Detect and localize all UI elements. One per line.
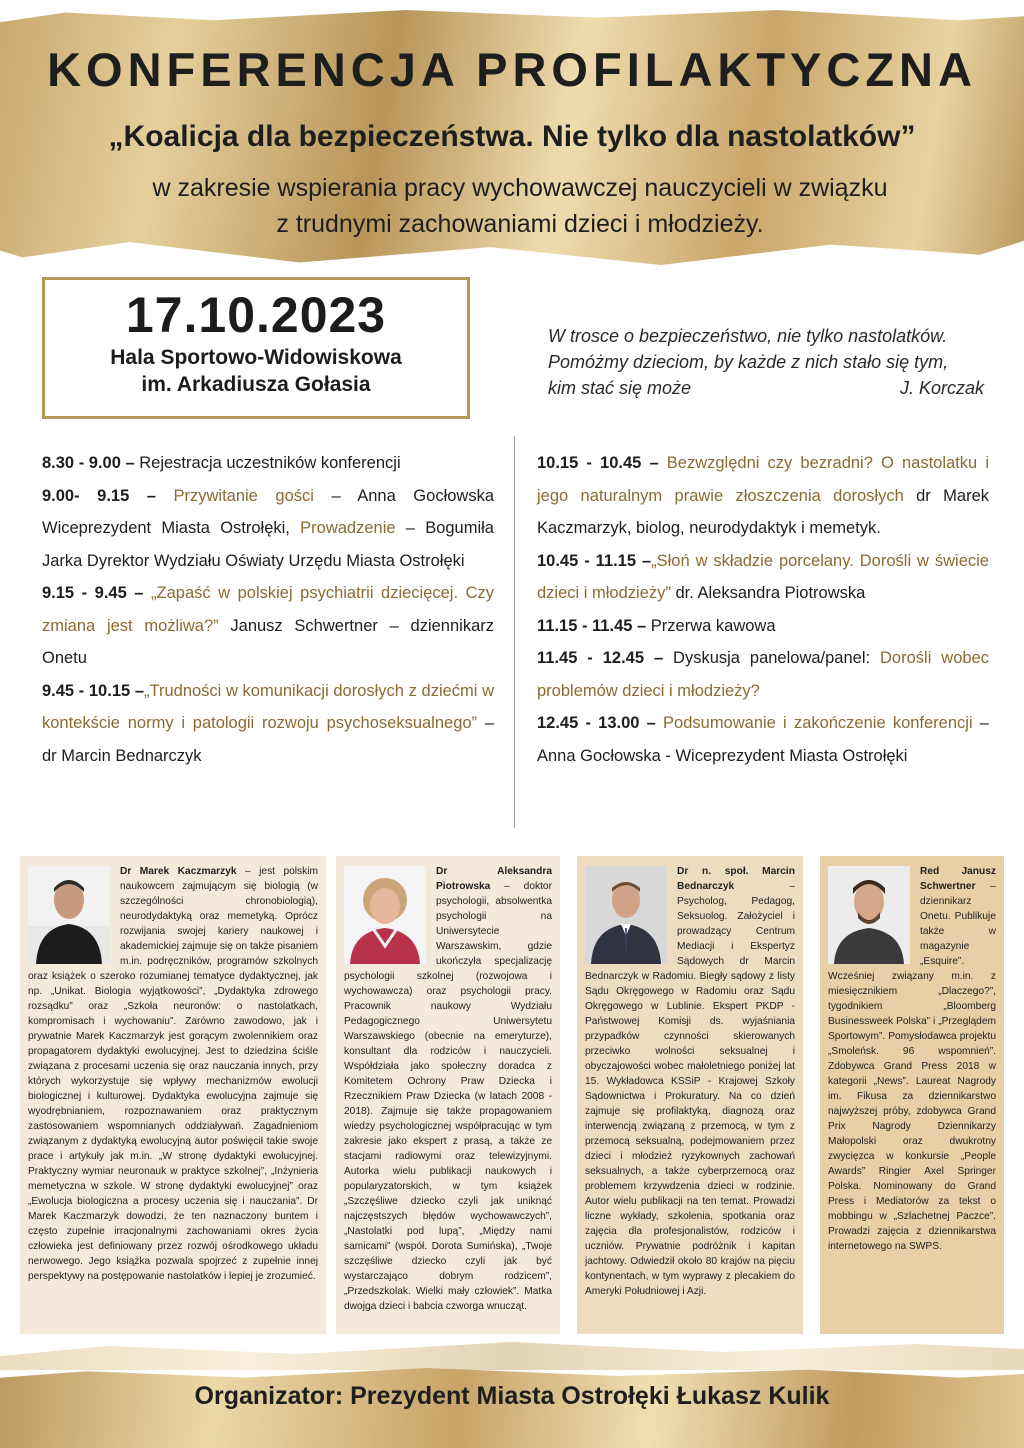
schedule-left-column — [42, 447, 494, 772]
venue-line-1: Hala Sportowo-Widowiskowa — [110, 346, 402, 369]
schedule-sep: – — [120, 454, 140, 472]
schedule-title: Bezwzględni czy bezradni? O nastolatku i jego naturalnym prawie złoszczenia dorosłych — [537, 454, 989, 505]
schedule-sep: – — [639, 714, 664, 732]
speaker-bios — [20, 856, 1004, 1334]
schedule-sep: – — [126, 584, 152, 602]
schedule-title: „Słoń w składzie porcelany. Dorośli w świecie dzieci i młodzieży” — [537, 551, 989, 602]
schedule-time: 9.00- 9.15 — [42, 486, 130, 505]
schedule-item — [537, 610, 989, 643]
conference-title: KONFERENCJA PROFILAKTYCZNA — [47, 43, 977, 96]
schedule-sep: – — [632, 616, 651, 635]
schedule-text: – Anna Gocłowska - Wiceprezydent Miasta Ostrołęki — [537, 714, 989, 765]
schedule-sep: – — [129, 486, 174, 505]
schedule-text: Przerwa kawowa — [650, 616, 776, 635]
speaker-photo — [585, 866, 667, 964]
schedule-divider — [514, 436, 515, 828]
schedule-sep: – — [636, 551, 652, 570]
schedule-right-column — [537, 447, 989, 772]
speaker-photo — [344, 866, 426, 964]
schedule-item — [42, 447, 494, 480]
bio-name: Dr Marek Kaczmarzyk — [120, 866, 237, 877]
schedule-title-2: Dorośli wobec problemów dzieci i młodzieży? — [537, 649, 989, 700]
quote-line-2: Pomóżmy dzieciom, by każde z nich stało się tym, — [548, 352, 949, 372]
bio-text: – doktor psychologii, absolwentka psychologii na Uniwersytecie Warszawskim, gdzie ukończyła specjalizację psychologii szkolnej (rozwojowa i wychowawcza) oraz psychologii pracy. Pracownik naukowy Wydziału Pedagogicznego Uniwersytetu Warszawskiego (obecnie na emeryturze), konsultant dla rodziców i nauczycieli. Współdziała jako społeczny doradca z Komitetem Ochrony Praw Dziecka i Rzecznikiem Praw Dziecka (w latach 2008 - 2018). Zajmuje się także propagowaniem wiedzy psychologicznej współpracując w tym zakresie jako ekspert z prasą, a także ze stacjami radiowymi oraz telewizyjnymi. Autorka wielu publikacji naukowych i popularyzatorskich, w tym książek „Szczęśliwe dziecko czyli jak uniknąć najczęstszych błędów wychowawczych”, „Nastolatki pod lupą”, „Między nami samicami” (współ. Dorota Sumińska), „Twoje szczęśliwe dziecko czyli jak być wystarczająco dobrym rodzicem”, „Przedszkolak. Wielki mały człowiek”. Matka dwojga dzieci i babcia czworga wnucząt. — [344, 881, 552, 1312]
schedule-time: 11.45 - 12.45 — [537, 649, 645, 667]
schedule-text: Dyskusja panelowa/panel: — [673, 649, 881, 667]
speaker-photo — [28, 866, 110, 964]
bio-card-schwertner — [820, 856, 1004, 1334]
bio-card-bednarczyk — [577, 856, 803, 1334]
schedule-title: Podsumowanie i zakończenie konferencji — [663, 714, 973, 732]
schedule-text-2: – Bogumiła Jarka Dyrektor Wydziału Oświaty Urzędu Miasta Ostrołęki — [42, 519, 494, 570]
speaker-photo — [828, 866, 910, 964]
schedule-title: „Zapaść w polskiej psychiatrii dziecięcej. Czy zmiana jest możliwa?” — [42, 584, 494, 635]
bio-card-kaczmarzyk — [20, 856, 326, 1334]
bio-name: Dr n. społ. Marcin Bednarczyk — [677, 866, 795, 892]
schedule-time: 12.45 - 13.00 — [537, 714, 640, 732]
bio-text: – dziennikarz Onetu. Publikuje także w magazynie „Esquire”. Wcześniej związany m.in. z miesięcznikiem „Dlaczego?”, tygodnikiem „Bloomberg Businessweek Polska” i „Przeglądem Sportowym”. Pomysłodawca projektu „Smoleńsk. 96 wspomnień”. Zdobywca Grand Press 2018 w kategorii „News”. Laureat Nagrody im. Fikusa za dziennikarstwo najwyższej próby, zdobywca Grand Prix Nagrody Dziennikarzy Małopolski oraz dwukrotny zwycięzca w konkursie „People Awards” Ringier Axel Springer Polska. Nominowany do Grand Press i Mediatorów za tekst o mobbingu w „Szlachetnej Paczce”. Prowadzi zajęcia z dziennikarstwa internetowego na SWPS. — [828, 881, 996, 1252]
bio-text: – jest polskim naukowcem zajmującym się biologią (w szczególności chronobiologią), neurodydaktyką oraz memetyką. Oprócz rozwijania swojej kariery naukowej i akademickiej zajmuje się on także pisaniem m.in. podręczników, programów szkolnych oraz książek o szeroko rozumianej tematyce dydaktycznej, jak np. „Unikat. Biologia wyjątkowości”, „Dydaktyka zdrowego rozsądku” oraz „Szkoła neuronów: o nastolatkach, kompromisach i wychowaniu”. Zarówno zawodowo, jak i prywatnie Marek Kaczmarzyk jest gorącym zwolennikiem oraz propagatorem dydaktyki ewolucyjnej. Jest to dziedzina ściśle związana z procesami uczenia się oraz nauczania innych, przy których wykorzystuje się wpływy mechanizmów ewolucji biologicznej i kulturowej. Dydaktyka ewolucyjna zajmuje się wyodrębnianiem, rozpoznawaniem oraz praktycznym zastosowaniem wspomnianych oddziaływań. Zagadnieniom związanym z dydaktyką ewolucyjną autor poświęcił takie swoje prace i artykuły jak m.in. „W stronę dydaktyki ewolucyjnej. Praktyczny wymiar neuronauk w praktyce szkolnej”, „Inżynieria memetyczna w szkole. W stronę dydaktyki ewolucyjnej” oraz „Ewolucja biologiczna a procesy uczenia się i nauczania”. Dr Marek Kaczmarzyk dowodzi, że ten naznaczony buntem i często zupełnie irracjonalnymi zachowaniami okres życia człowieka jest definiowany przez rozwój ośrodkowego układu nerwowego. Jego książka pozwala spojrzeć z zupełnie innej perspektywy na postępowanie nastolatków i lepiej je zrozumieć. — [28, 866, 318, 1282]
description-line-1: w zakresie wspierania pracy wychowawczej nauczycieli w związku — [152, 174, 888, 202]
event-date: 17.10.2023 — [125, 287, 387, 343]
schedule-title-2: Prowadzenie — [300, 519, 396, 537]
bio-name: Red Janusz Schwertner — [920, 866, 996, 892]
schedule-item — [537, 545, 989, 610]
schedule-text: Janusz Schwertner – dziennikarz Onetu — [42, 616, 494, 667]
schedule-item — [42, 480, 494, 578]
venue-line-2: im. Arkadiusza Gołasia — [141, 373, 371, 396]
conference-description — [100, 170, 940, 242]
schedule-time: 10.45 - 11.15 — [537, 551, 637, 570]
schedule-sep: – — [644, 649, 674, 667]
schedule-item — [42, 675, 494, 773]
quote-line-1: W trosce o bezpieczeństwo, nie tylko nastolatków. — [548, 326, 948, 346]
bio-name: Dr Aleksandra Piotrowska — [436, 866, 552, 892]
korczak-quote — [548, 323, 988, 401]
bio-text: – Psycholog, Pedagog, Seksuolog. Założyciel i prowadzący Centrum Mediacji i Ekspertyz Sądowych dr Marcin Bednarczyk w Radomiu. Biegły sądowy z listy Sądu Okręgowego w Radomiu oraz Sądu Okręgowego w Lublinie. Ekspert PKDP - Państwowej Komisji ds. wyjaśniania przypadków czynności skierowanych przeciwko wolności seksualnej i obyczajowości wobec małoletniego poniżej lat 15. Wykładowca KSSiP - Krajowej Szkoły Sądownictwa i Prokuratury. Na co dzień zajmuje się profilaktyką, diagnozą oraz interwencją związaną z przemocą, w tym z przemocą seksualną, podejmowaniem przez dzieci i młodzież ryzykownych zachowań seksualnych, a także cyberprzemocą oraz problemem krzywdzenia dzieci w rodzinie. Autor wielu publikacji na ten temat. Prowadzi liczne wykłady, szkolenia, spotkania oraz zajęcia dla profesjonalistów, rodziców i uczniów. Prywatnie podróżnik i kapitan jachtowy. Odwiedził około 80 krajów na pięciu kontynentach, w tym wyprawy z plecakiem do Ameryki Południowej i Azji. — [585, 881, 795, 1297]
schedule-text: dr Marek Kaczmarzyk, biolog, neurodydaktyk i memetyk. — [537, 486, 989, 537]
schedule-item — [537, 447, 989, 545]
schedule-title: „Trudności w komunikacji dorosłych z dziećmi w kontekście normy i patologii rozwoju psychoseksualnego” — [42, 681, 494, 732]
schedule-item — [537, 642, 989, 707]
bio-card-piotrowska — [336, 856, 560, 1334]
schedule-time: 11.15 - 11.45 — [537, 616, 633, 635]
schedule-text: – dr Marcin Bednarczyk — [42, 714, 494, 765]
schedule-time: 10.15 - 10.45 — [537, 454, 642, 472]
gold-brush-footer-edge — [0, 1330, 1024, 1370]
quote-author: J. Korczak — [899, 378, 984, 398]
quote-line-3: kim stać się może — [548, 378, 692, 398]
date-venue-box — [42, 277, 470, 419]
schedule-title: Przywitanie gości — [173, 486, 314, 505]
schedule-time: 9.45 - 10.15 — [42, 681, 131, 700]
description-line-2: z trudnymi zachowaniami dzieci i młodzieży. — [276, 210, 764, 238]
schedule-text: dr. Aleksandra Piotrowska — [670, 584, 866, 602]
schedule-text: Rejestracja uczestników konferencji — [139, 454, 401, 472]
schedule-text: – Anna Gocłowska Wiceprezydent Miasta Ostrołęki, — [42, 486, 495, 537]
schedule-time: 8.30 - 9.00 — [42, 454, 121, 472]
schedule-sep: – — [130, 681, 145, 700]
schedule-sep: – — [641, 454, 667, 472]
schedule-item — [42, 577, 494, 675]
organizer: Organizator: Prezydent Miasta Ostrołęki Łukasz Kulik — [194, 1382, 830, 1410]
schedule-time: 9.15 - 9.45 — [42, 584, 127, 602]
schedule-item — [537, 707, 989, 772]
conference-subtitle: „Koalicja dla bezpieczeństwa. Nie tylko dla nastolatków” — [108, 120, 916, 153]
